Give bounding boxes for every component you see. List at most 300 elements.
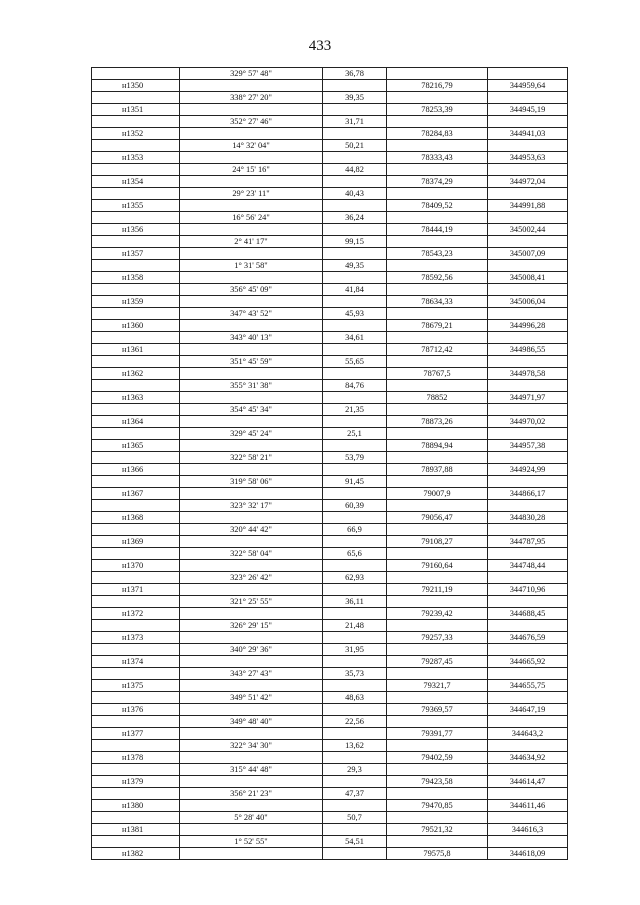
length-cell xyxy=(323,152,387,164)
length-cell: 48,63 xyxy=(323,692,387,704)
point-name-cell: н1355 xyxy=(92,200,180,212)
x-coordinate-cell xyxy=(387,500,488,512)
x-coordinate-cell: 79007,9 xyxy=(387,488,488,500)
bearing-cell xyxy=(180,104,323,116)
y-coordinate-cell xyxy=(488,740,568,752)
x-coordinate-cell xyxy=(387,140,488,152)
point-name-cell xyxy=(92,404,180,416)
segment-row xyxy=(92,260,568,272)
point-name-cell: н1366 xyxy=(92,464,180,476)
bearing-cell: 356° 45' 09" xyxy=(180,284,323,296)
point-name-cell: н1358 xyxy=(92,272,180,284)
x-coordinate-cell xyxy=(387,332,488,344)
x-coordinate-cell: 79211,19 xyxy=(387,584,488,596)
bearing-cell xyxy=(180,416,323,428)
bearing-cell: 2° 41' 17" xyxy=(180,236,323,248)
point-name-cell: н1352 xyxy=(92,128,180,140)
point-row xyxy=(92,392,568,404)
length-cell xyxy=(323,248,387,260)
x-coordinate-cell xyxy=(387,236,488,248)
x-coordinate-cell xyxy=(387,476,488,488)
length-cell xyxy=(323,512,387,524)
x-coordinate-cell: 79423,58 xyxy=(387,776,488,788)
point-name-cell: н1359 xyxy=(92,296,180,308)
point-name-cell xyxy=(92,140,180,152)
bearing-cell: 326° 29' 15" xyxy=(180,620,323,632)
length-cell xyxy=(323,128,387,140)
segment-row xyxy=(92,620,568,632)
y-coordinate-cell xyxy=(488,308,568,320)
bearing-cell: 340° 29' 36" xyxy=(180,644,323,656)
x-coordinate-cell: 79575,8 xyxy=(387,848,488,860)
y-coordinate-cell xyxy=(488,92,568,104)
bearing-cell xyxy=(180,320,323,332)
bearing-cell xyxy=(180,680,323,692)
x-coordinate-cell: 78333,43 xyxy=(387,152,488,164)
y-coordinate-cell xyxy=(488,524,568,536)
length-cell xyxy=(323,80,387,92)
y-coordinate-cell xyxy=(488,644,568,656)
segment-row xyxy=(92,236,568,248)
x-coordinate-cell: 78444,19 xyxy=(387,224,488,236)
bearing-cell xyxy=(180,176,323,188)
length-cell: 49,35 xyxy=(323,260,387,272)
length-cell xyxy=(323,680,387,692)
y-coordinate-cell: 344866,17 xyxy=(488,488,568,500)
length-cell xyxy=(323,392,387,404)
point-row xyxy=(92,416,568,428)
bearing-cell: 351° 45' 59" xyxy=(180,356,323,368)
x-coordinate-cell xyxy=(387,644,488,656)
length-cell: 21,35 xyxy=(323,404,387,416)
point-row xyxy=(92,608,568,620)
segment-row xyxy=(92,836,568,848)
segment-row xyxy=(92,188,568,200)
bearing-cell: 329° 57' 48" xyxy=(180,68,323,80)
y-coordinate-cell: 345007,09 xyxy=(488,248,568,260)
length-cell: 40,43 xyxy=(323,188,387,200)
x-coordinate-cell: 79287,45 xyxy=(387,656,488,668)
segment-row xyxy=(92,500,568,512)
page-number: 433 xyxy=(308,38,332,54)
bearing-cell: 322° 34' 30" xyxy=(180,740,323,752)
y-coordinate-cell xyxy=(488,596,568,608)
x-coordinate-cell: 79402,59 xyxy=(387,752,488,764)
point-row xyxy=(92,296,568,308)
y-coordinate-cell: 344710,96 xyxy=(488,584,568,596)
point-name-cell: н1365 xyxy=(92,440,180,452)
bearing-cell xyxy=(180,224,323,236)
length-cell: 91,45 xyxy=(323,476,387,488)
point-name-cell xyxy=(92,836,180,848)
bearing-cell: 356° 21' 23" xyxy=(180,788,323,800)
y-coordinate-cell xyxy=(488,356,568,368)
length-cell xyxy=(323,632,387,644)
point-name-cell xyxy=(92,668,180,680)
length-cell: 55,65 xyxy=(323,356,387,368)
point-row xyxy=(92,704,568,716)
x-coordinate-cell: 78767,5 xyxy=(387,368,488,380)
point-name-cell xyxy=(92,452,180,464)
point-name-cell xyxy=(92,764,180,776)
point-name-cell: н1364 xyxy=(92,416,180,428)
bearing-cell: 322° 58' 21" xyxy=(180,452,323,464)
x-coordinate-cell xyxy=(387,164,488,176)
segment-row xyxy=(92,164,568,176)
y-coordinate-cell xyxy=(488,188,568,200)
y-coordinate-cell xyxy=(488,500,568,512)
y-coordinate-cell xyxy=(488,380,568,392)
y-coordinate-cell: 344647,19 xyxy=(488,704,568,716)
point-row xyxy=(92,488,568,500)
bearing-cell: 321° 25' 55" xyxy=(180,596,323,608)
point-row xyxy=(92,152,568,164)
x-coordinate-cell: 79470,85 xyxy=(387,800,488,812)
segment-row xyxy=(92,92,568,104)
length-cell: 99,15 xyxy=(323,236,387,248)
length-cell: 21,48 xyxy=(323,620,387,632)
point-row xyxy=(92,128,568,140)
point-row xyxy=(92,368,568,380)
y-coordinate-cell xyxy=(488,764,568,776)
point-name-cell: н1378 xyxy=(92,752,180,764)
point-name-cell xyxy=(92,92,180,104)
point-name-cell: н1370 xyxy=(92,560,180,572)
bearing-cell: 320° 44' 42" xyxy=(180,524,323,536)
bearing-cell: 323° 26' 42" xyxy=(180,572,323,584)
point-row xyxy=(92,776,568,788)
y-coordinate-cell xyxy=(488,212,568,224)
point-row xyxy=(92,272,568,284)
point-row xyxy=(92,200,568,212)
point-name-cell: н1350 xyxy=(92,80,180,92)
point-name-cell: н1353 xyxy=(92,152,180,164)
y-coordinate-cell xyxy=(488,548,568,560)
y-coordinate-cell: 344618,09 xyxy=(488,848,568,860)
y-coordinate-cell xyxy=(488,164,568,176)
length-cell: 39,35 xyxy=(323,92,387,104)
y-coordinate-cell: 344970,02 xyxy=(488,416,568,428)
x-coordinate-cell xyxy=(387,68,488,80)
bearing-cell xyxy=(180,440,323,452)
bearing-cell xyxy=(180,728,323,740)
length-cell: 54,51 xyxy=(323,836,387,848)
bearing-cell: 355° 31' 38" xyxy=(180,380,323,392)
y-coordinate-cell xyxy=(488,260,568,272)
x-coordinate-cell xyxy=(387,260,488,272)
y-coordinate-cell xyxy=(488,284,568,296)
bearing-cell xyxy=(180,152,323,164)
point-row xyxy=(92,104,568,116)
length-cell xyxy=(323,488,387,500)
length-cell xyxy=(323,416,387,428)
point-name-cell: н1374 xyxy=(92,656,180,668)
x-coordinate-cell: 79239,42 xyxy=(387,608,488,620)
bearing-cell: 1° 31' 58" xyxy=(180,260,323,272)
segment-row xyxy=(92,404,568,416)
x-coordinate-cell: 79108,27 xyxy=(387,536,488,548)
bearing-cell: 322° 58' 04" xyxy=(180,548,323,560)
x-coordinate-cell: 79160,64 xyxy=(387,560,488,572)
x-coordinate-cell: 78634,33 xyxy=(387,296,488,308)
length-cell: 13,62 xyxy=(323,740,387,752)
bearing-cell xyxy=(180,128,323,140)
segment-row xyxy=(92,332,568,344)
y-coordinate-cell xyxy=(488,332,568,344)
y-coordinate-cell: 344924,99 xyxy=(488,464,568,476)
segment-row xyxy=(92,692,568,704)
x-coordinate-cell: 78543,23 xyxy=(387,248,488,260)
x-coordinate-cell: 79257,33 xyxy=(387,632,488,644)
y-coordinate-cell xyxy=(488,428,568,440)
y-coordinate-cell xyxy=(488,476,568,488)
y-coordinate-cell: 344634,92 xyxy=(488,752,568,764)
y-coordinate-cell xyxy=(488,236,568,248)
length-cell xyxy=(323,200,387,212)
point-name-cell: н1373 xyxy=(92,632,180,644)
x-coordinate-cell xyxy=(387,428,488,440)
point-name-cell: н1357 xyxy=(92,248,180,260)
length-cell xyxy=(323,848,387,860)
bearing-cell: 29° 23' 11" xyxy=(180,188,323,200)
length-cell: 53,79 xyxy=(323,452,387,464)
length-cell xyxy=(323,464,387,476)
point-name-cell: н1354 xyxy=(92,176,180,188)
x-coordinate-cell: 79391,77 xyxy=(387,728,488,740)
bearing-cell xyxy=(180,584,323,596)
point-row xyxy=(92,440,568,452)
point-name-cell: н1356 xyxy=(92,224,180,236)
x-coordinate-cell xyxy=(387,548,488,560)
segment-row xyxy=(92,596,568,608)
segment-row xyxy=(92,572,568,584)
length-cell: 31,95 xyxy=(323,644,387,656)
bearing-cell xyxy=(180,344,323,356)
y-coordinate-cell: 344971,97 xyxy=(488,392,568,404)
point-name-cell xyxy=(92,116,180,128)
y-coordinate-cell: 344957,38 xyxy=(488,440,568,452)
x-coordinate-cell xyxy=(387,572,488,584)
x-coordinate-cell xyxy=(387,188,488,200)
length-cell: 29,3 xyxy=(323,764,387,776)
x-coordinate-cell: 78409,52 xyxy=(387,200,488,212)
length-cell xyxy=(323,104,387,116)
y-coordinate-cell: 344665,92 xyxy=(488,656,568,668)
y-coordinate-cell xyxy=(488,812,568,824)
y-coordinate-cell: 344941,03 xyxy=(488,128,568,140)
point-name-cell: н1360 xyxy=(92,320,180,332)
point-name-cell xyxy=(92,284,180,296)
length-cell xyxy=(323,560,387,572)
point-name-cell: н1376 xyxy=(92,704,180,716)
length-cell: 84,76 xyxy=(323,380,387,392)
length-cell xyxy=(323,800,387,812)
point-name-cell xyxy=(92,164,180,176)
segment-row xyxy=(92,548,568,560)
x-coordinate-cell: 78216,79 xyxy=(387,80,488,92)
point-name-cell xyxy=(92,188,180,200)
point-name-cell xyxy=(92,476,180,488)
x-coordinate-cell xyxy=(387,404,488,416)
bearing-cell: 354° 45' 34" xyxy=(180,404,323,416)
point-name-cell: н1361 xyxy=(92,344,180,356)
point-name-cell: н1371 xyxy=(92,584,180,596)
point-row xyxy=(92,800,568,812)
length-cell: 62,93 xyxy=(323,572,387,584)
x-coordinate-cell: 79321,7 xyxy=(387,680,488,692)
x-coordinate-cell: 78873,26 xyxy=(387,416,488,428)
point-name-cell: н1363 xyxy=(92,392,180,404)
bearing-cell xyxy=(180,752,323,764)
bearing-cell xyxy=(180,200,323,212)
point-name-cell xyxy=(92,356,180,368)
point-row xyxy=(92,464,568,476)
length-cell: 41,84 xyxy=(323,284,387,296)
point-name-cell xyxy=(92,236,180,248)
length-cell: 35,73 xyxy=(323,668,387,680)
point-name-cell: н1377 xyxy=(92,728,180,740)
point-name-cell xyxy=(92,572,180,584)
x-coordinate-cell xyxy=(387,836,488,848)
length-cell: 50,7 xyxy=(323,812,387,824)
segment-row xyxy=(92,140,568,152)
segment-row xyxy=(92,428,568,440)
bearing-cell xyxy=(180,488,323,500)
point-name-cell xyxy=(92,812,180,824)
x-coordinate-cell xyxy=(387,668,488,680)
y-coordinate-cell: 344972,04 xyxy=(488,176,568,188)
length-cell xyxy=(323,608,387,620)
length-cell xyxy=(323,176,387,188)
point-row xyxy=(92,176,568,188)
point-name-cell xyxy=(92,212,180,224)
x-coordinate-cell: 79521,32 xyxy=(387,824,488,836)
x-coordinate-cell: 79056,47 xyxy=(387,512,488,524)
y-coordinate-cell: 344614,47 xyxy=(488,776,568,788)
point-name-cell: н1367 xyxy=(92,488,180,500)
point-name-cell: н1362 xyxy=(92,368,180,380)
y-coordinate-cell xyxy=(488,620,568,632)
x-coordinate-cell: 78852 xyxy=(387,392,488,404)
bearing-cell: 319° 58' 06" xyxy=(180,476,323,488)
y-coordinate-cell: 344959,64 xyxy=(488,80,568,92)
y-coordinate-cell: 344748,44 xyxy=(488,560,568,572)
length-cell: 44,82 xyxy=(323,164,387,176)
y-coordinate-cell: 344830,28 xyxy=(488,512,568,524)
segment-row xyxy=(92,476,568,488)
bearing-cell xyxy=(180,560,323,572)
x-coordinate-cell: 78712,42 xyxy=(387,344,488,356)
bearing-cell xyxy=(180,824,323,836)
length-cell: 60,39 xyxy=(323,500,387,512)
segment-row xyxy=(92,668,568,680)
point-name-cell: н1382 xyxy=(92,848,180,860)
length-cell xyxy=(323,296,387,308)
point-name-cell xyxy=(92,524,180,536)
point-row xyxy=(92,536,568,548)
coordinates-table-body xyxy=(92,68,568,860)
point-name-cell xyxy=(92,500,180,512)
length-cell xyxy=(323,752,387,764)
segment-row xyxy=(92,284,568,296)
bearing-cell xyxy=(180,512,323,524)
bearing-cell: 315° 44' 48" xyxy=(180,764,323,776)
bearing-cell xyxy=(180,800,323,812)
point-row xyxy=(92,848,568,860)
bearing-cell xyxy=(180,368,323,380)
point-row xyxy=(92,512,568,524)
bearing-cell: 329° 45' 24" xyxy=(180,428,323,440)
point-name-cell: н1381 xyxy=(92,824,180,836)
bearing-cell xyxy=(180,392,323,404)
y-coordinate-cell xyxy=(488,836,568,848)
bearing-cell: 24° 15' 16" xyxy=(180,164,323,176)
bearing-cell: 1° 52' 55" xyxy=(180,836,323,848)
x-coordinate-cell: 78937,88 xyxy=(387,464,488,476)
length-cell: 36,24 xyxy=(323,212,387,224)
point-name-cell xyxy=(92,428,180,440)
bearing-cell xyxy=(180,656,323,668)
x-coordinate-cell xyxy=(387,716,488,728)
x-coordinate-cell: 79369,57 xyxy=(387,704,488,716)
x-coordinate-cell: 78284,83 xyxy=(387,128,488,140)
x-coordinate-cell xyxy=(387,212,488,224)
y-coordinate-cell xyxy=(488,692,568,704)
x-coordinate-cell: 78894,94 xyxy=(387,440,488,452)
y-coordinate-cell xyxy=(488,452,568,464)
length-cell: 65,6 xyxy=(323,548,387,560)
point-row xyxy=(92,224,568,236)
x-coordinate-cell xyxy=(387,116,488,128)
coordinates-table xyxy=(91,67,568,860)
y-coordinate-cell xyxy=(488,716,568,728)
y-coordinate-cell xyxy=(488,116,568,128)
y-coordinate-cell: 344996,28 xyxy=(488,320,568,332)
point-row xyxy=(92,560,568,572)
x-coordinate-cell: 78679,21 xyxy=(387,320,488,332)
point-name-cell xyxy=(92,260,180,272)
y-coordinate-cell: 345006,04 xyxy=(488,296,568,308)
point-name-cell xyxy=(92,716,180,728)
bearing-cell: 5° 28' 40" xyxy=(180,812,323,824)
segment-row xyxy=(92,812,568,824)
point-name-cell: н1351 xyxy=(92,104,180,116)
point-row xyxy=(92,80,568,92)
point-name-cell xyxy=(92,308,180,320)
point-row xyxy=(92,248,568,260)
y-coordinate-cell xyxy=(488,68,568,80)
point-row xyxy=(92,728,568,740)
point-name-cell: н1379 xyxy=(92,776,180,788)
point-row xyxy=(92,344,568,356)
point-name-cell xyxy=(92,788,180,800)
bearing-cell xyxy=(180,464,323,476)
x-coordinate-cell xyxy=(387,788,488,800)
length-cell: 45,93 xyxy=(323,308,387,320)
bearing-cell: 16° 56' 24" xyxy=(180,212,323,224)
point-name-cell xyxy=(92,332,180,344)
x-coordinate-cell xyxy=(387,380,488,392)
y-coordinate-cell: 344655,75 xyxy=(488,680,568,692)
length-cell: 31,71 xyxy=(323,116,387,128)
y-coordinate-cell: 344616,3 xyxy=(488,824,568,836)
y-coordinate-cell: 345002,44 xyxy=(488,224,568,236)
y-coordinate-cell xyxy=(488,788,568,800)
point-name-cell: н1380 xyxy=(92,800,180,812)
segment-row xyxy=(92,788,568,800)
segment-row xyxy=(92,716,568,728)
bearing-cell xyxy=(180,704,323,716)
